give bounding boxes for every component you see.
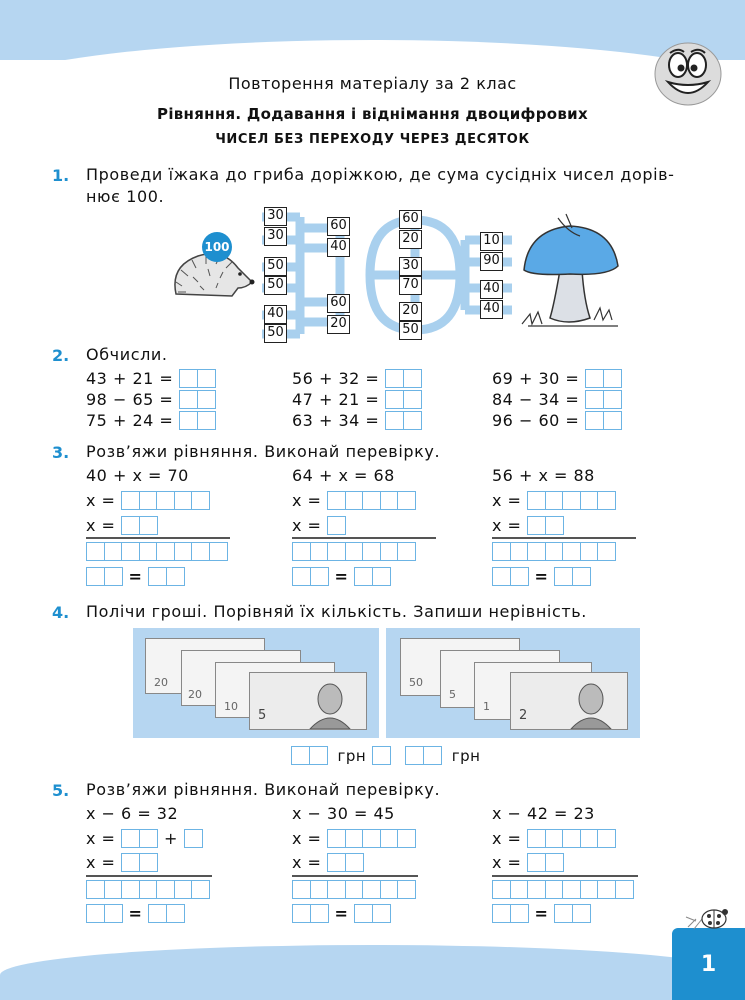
answer-box[interactable]	[527, 516, 564, 535]
banknote: 5	[249, 672, 367, 730]
mushroom-icon	[518, 210, 623, 335]
check-equality-row: =	[86, 567, 185, 586]
answer-box[interactable]	[385, 390, 422, 409]
answer-box[interactable]	[385, 369, 422, 388]
maze-number[interactable]: 50	[399, 321, 422, 340]
answer-box[interactable]	[121, 491, 210, 510]
check-box[interactable]	[86, 880, 210, 903]
answer-box[interactable]	[121, 829, 158, 848]
underline	[492, 537, 636, 539]
task5-number: 5.	[52, 781, 70, 800]
banknote: 2	[510, 672, 628, 730]
check-box[interactable]	[292, 542, 416, 565]
sign-box[interactable]	[372, 746, 391, 765]
expression: 56 + 32 =	[292, 369, 380, 388]
banknote: 50	[400, 638, 520, 696]
check-box[interactable]	[86, 542, 228, 565]
banknote: 1	[474, 662, 592, 720]
maze-number[interactable]: 70	[399, 276, 422, 295]
check-equality-row: =	[292, 567, 391, 586]
answer-box[interactable]	[86, 567, 123, 586]
equation: x − 6 = 32	[86, 804, 179, 823]
task3-number: 3.	[52, 443, 70, 462]
expression: 98 − 65 =	[86, 390, 174, 409]
maze-number[interactable]: 30	[399, 257, 422, 276]
answer-box[interactable]	[327, 853, 364, 872]
answer-box[interactable]	[405, 746, 442, 765]
task1-text-line1: Проведи їжака до гриба доріжкою, де сума сусідніх чисел дорів-	[86, 165, 675, 184]
answer-box[interactable]	[148, 567, 185, 586]
maze-number[interactable]: 60	[327, 294, 350, 313]
solution-row: x =	[292, 516, 346, 535]
maze-number[interactable]: 60	[399, 210, 422, 229]
equation: x − 42 = 23	[492, 804, 595, 823]
answer-box[interactable]	[492, 567, 529, 586]
answer-box[interactable]	[121, 516, 158, 535]
check-box[interactable]	[292, 880, 416, 903]
check-equality-row: =	[86, 904, 185, 923]
money-panel-right	[386, 628, 640, 738]
task2-text: Обчисли.	[86, 345, 168, 364]
maze-number[interactable]: 20	[399, 230, 422, 249]
maze-number[interactable]: 40	[327, 238, 350, 257]
task4-number: 4.	[52, 603, 70, 622]
solution-row: x = +	[86, 829, 203, 848]
task2-column-2	[292, 368, 422, 431]
page-number: 1	[672, 928, 745, 1000]
currency-label: грн	[337, 746, 367, 765]
equation: 56 + x = 88	[492, 466, 595, 485]
maze-number[interactable]: 90	[480, 252, 503, 271]
banknote: 10	[215, 662, 335, 718]
maze-number[interactable]: 50	[264, 257, 287, 276]
answer-box[interactable]	[121, 853, 158, 872]
answer-box[interactable]	[148, 904, 185, 923]
check-box[interactable]	[492, 880, 634, 903]
expression: 75 + 24 =	[86, 411, 174, 430]
solution-row: x =	[292, 853, 364, 872]
solution-row: x =	[86, 491, 210, 510]
task1-number: 1.	[52, 166, 70, 185]
solution-row: x =	[292, 491, 416, 510]
check-box[interactable]	[492, 542, 616, 565]
solution-row: x =	[86, 853, 158, 872]
task2-column-3	[492, 368, 622, 431]
expression: 84 − 34 =	[492, 390, 580, 409]
check-equality-row: =	[492, 904, 591, 923]
answer-box[interactable]	[554, 904, 591, 923]
task4-text: Полічи гроші. Порівняй їх кількість. Запиши нерівність.	[86, 602, 587, 621]
header-title: Рівняння. Додавання і віднімання двоцифрових	[157, 105, 588, 123]
task3-text: Розв’яжи рівняння. Виконай перевірку.	[86, 442, 441, 461]
maze-number[interactable]: 30	[264, 227, 287, 246]
answer-box[interactable]	[179, 390, 216, 409]
maze-number[interactable]: 50	[264, 324, 287, 343]
answer-box[interactable]	[179, 369, 216, 388]
underline	[86, 875, 212, 877]
check-equality-row: =	[292, 904, 391, 923]
expression: 43 + 21 =	[86, 369, 174, 388]
answer-box[interactable]	[492, 904, 529, 923]
maze-number[interactable]: 40	[480, 280, 503, 299]
expression: 69 + 30 =	[492, 369, 580, 388]
ladybug-icon	[684, 905, 730, 931]
equation: 64 + x = 68	[292, 466, 395, 485]
maze-number[interactable]: 40	[264, 305, 287, 324]
answer-box[interactable]	[527, 853, 564, 872]
task2-number: 2.	[52, 346, 70, 365]
answer-box[interactable]	[585, 411, 622, 430]
maze-number[interactable]: 20	[327, 315, 350, 334]
underline	[292, 537, 436, 539]
header-subtitle: Повторення матеріалу за 2 клас	[228, 74, 517, 93]
maze-number[interactable]: 10	[480, 232, 503, 251]
solution-row: x =	[292, 829, 416, 848]
answer-box[interactable]	[292, 904, 329, 923]
header-title-line2: ЧИСЕЛ БЕЗ ПЕРЕХОДУ ЧЕРЕЗ ДЕСЯТОК	[215, 132, 530, 147]
maze-paths	[250, 200, 530, 348]
expression: 96 − 60 =	[492, 411, 580, 430]
expression: 63 + 34 =	[292, 411, 380, 430]
answer-box[interactable]	[184, 829, 203, 848]
solution-row: x =	[492, 491, 616, 510]
answer-box[interactable]	[327, 491, 416, 510]
maze-number[interactable]: 40	[480, 300, 503, 319]
answer-box[interactable]	[327, 516, 346, 535]
expression: 47 + 21 =	[292, 390, 380, 409]
solution-row: x =	[492, 829, 616, 848]
banknote: 5	[440, 650, 560, 708]
answer-box[interactable]	[354, 567, 391, 586]
underline	[492, 875, 638, 877]
banknote: 20	[145, 638, 265, 694]
answer-box[interactable]	[385, 411, 422, 430]
solution-row: x =	[86, 516, 158, 535]
answer-box[interactable]	[179, 411, 216, 430]
portrait-icon	[306, 677, 354, 729]
check-equality-row: =	[492, 567, 591, 586]
answer-box[interactable]	[527, 829, 616, 848]
underline	[86, 537, 230, 539]
maze-number[interactable]: 50	[264, 276, 287, 295]
maze-number[interactable]: 60	[327, 217, 350, 236]
answer-box[interactable]	[292, 567, 329, 586]
answer-box[interactable]	[585, 390, 622, 409]
answer-box[interactable]	[291, 746, 328, 765]
equation: x − 30 = 45	[292, 804, 395, 823]
bottom-band	[0, 945, 745, 1000]
answer-box[interactable]	[354, 904, 391, 923]
answer-box[interactable]	[527, 491, 616, 510]
equation: 40 + x = 70	[86, 466, 189, 485]
answer-box[interactable]	[554, 567, 591, 586]
task1-text-line2: нює 100.	[86, 187, 165, 206]
maze-number[interactable]: 30	[264, 207, 287, 226]
money-panel-left	[133, 628, 379, 738]
money-comparison-row	[291, 746, 480, 765]
currency-label: грн	[451, 746, 481, 765]
answer-box[interactable]	[86, 904, 123, 923]
solution-row: x =	[492, 516, 564, 535]
portrait-icon	[567, 677, 615, 729]
answer-box[interactable]	[327, 829, 416, 848]
hedgehog-sum-badge: 100	[202, 232, 232, 262]
answer-box[interactable]	[585, 369, 622, 388]
task5-text: Розв’яжи рівняння. Виконай перевірку.	[86, 780, 441, 799]
maze-number[interactable]: 20	[399, 302, 422, 321]
task2-column-1	[86, 368, 216, 431]
banknote: 20	[181, 650, 301, 706]
underline	[292, 875, 418, 877]
solution-row: x =	[492, 853, 564, 872]
